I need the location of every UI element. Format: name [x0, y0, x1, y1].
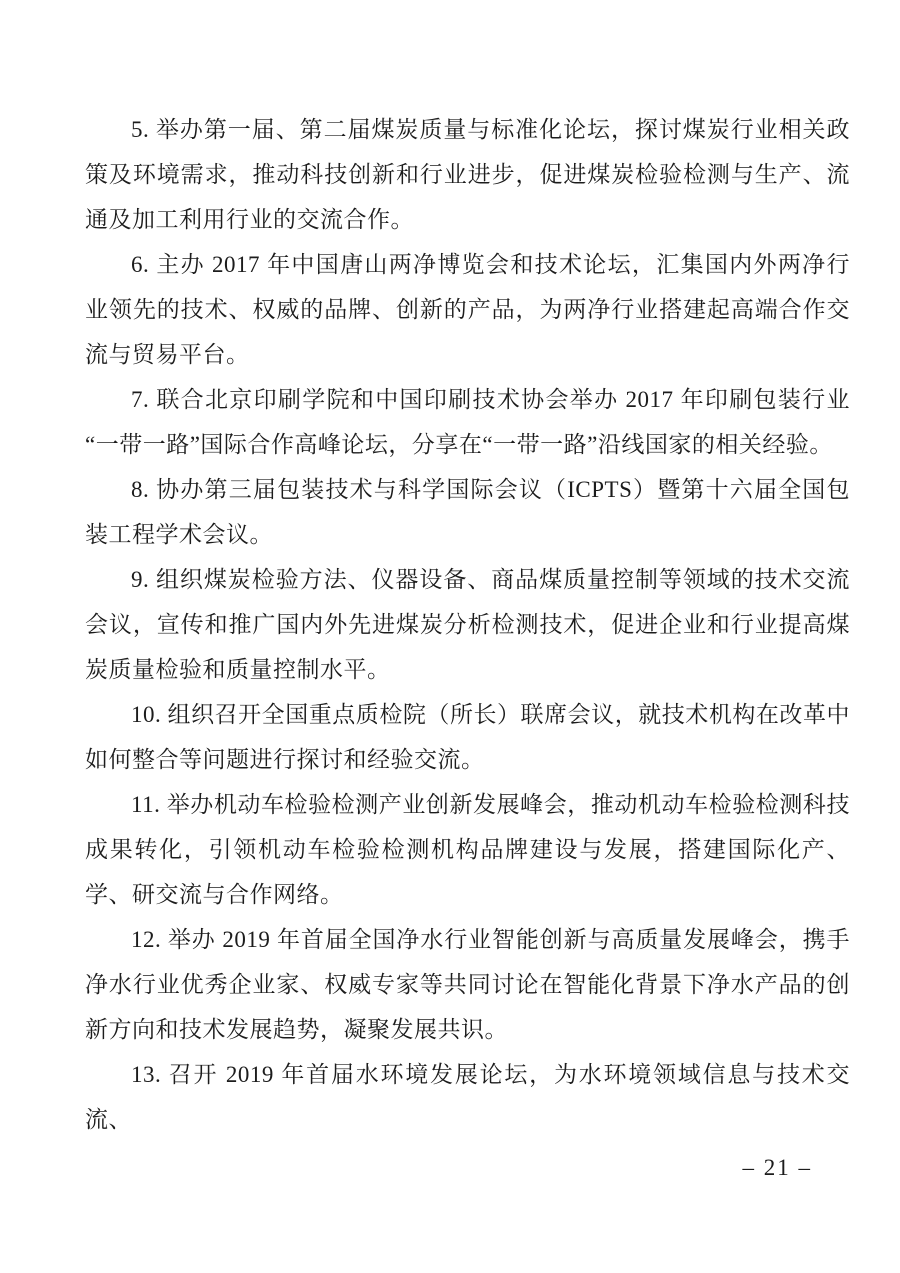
list-item-13: 13. 召开 2019 年首届水环境发展论坛，为水环境领域信息与技术交流、 — [85, 1062, 850, 1132]
page-number: – 21 – — [742, 1155, 812, 1180]
list-item-12: 12. 举办 2019 年首届全国净水行业智能创新与高质量发展峰会，携手净水行业优秀企业家、权威专家等共同讨论在智能化背景下净水产品的创新方向和技术发展趋势，凝聚发展共识。 — [85, 927, 850, 1042]
list-item-11: 11. 举办机动车检验检测产业创新发展峰会，推动机动车检验检测科技成果转化，引领机动车检验检测机构品牌建设与发展，搭建国际化产、学、研交流与合作网络。 — [85, 792, 850, 907]
list-item-10: 10. 组织召开全国重点质检院（所长）联席会议，就技术机构在改革中如何整合等问题进行探讨和经验交流。 — [85, 702, 850, 772]
list-item-6: 6. 主办 2017 年中国唐山两净博览会和技术论坛，汇集国内外两净行业领先的技术、权威的品牌、创新的产品，为两净行业搭建起高端合作交流与贸易平台。 — [85, 252, 850, 367]
list-item-7: 7. 联合北京印刷学院和中国印刷技术协会举办 2017 年印刷包装行业“一带一路”国际合作高峰论坛，分享在“一带一路”沿线国家的相关经验。 — [85, 387, 850, 457]
list-item-8: 8. 协办第三届包装技术与科学国际会议（ICPTS）暨第十六届全国包装工程学术会议。 — [85, 477, 850, 547]
list-item-9: 9. 组织煤炭检验方法、仪器设备、商品煤质量控制等领域的技术交流会议，宣传和推广国内外先进煤炭分析检测技术，促进企业和行业提高煤炭质量检验和质量控制水平。 — [85, 567, 850, 682]
list-item-5: 5. 举办第一届、第二届煤炭质量与标准化论坛，探讨煤炭行业相关政策及环境需求，推动科技创新和行业进步，促进煤炭检验检测与生产、流通及加工利用行业的交流合作。 — [85, 117, 850, 232]
document-body — [85, 107, 850, 1142]
